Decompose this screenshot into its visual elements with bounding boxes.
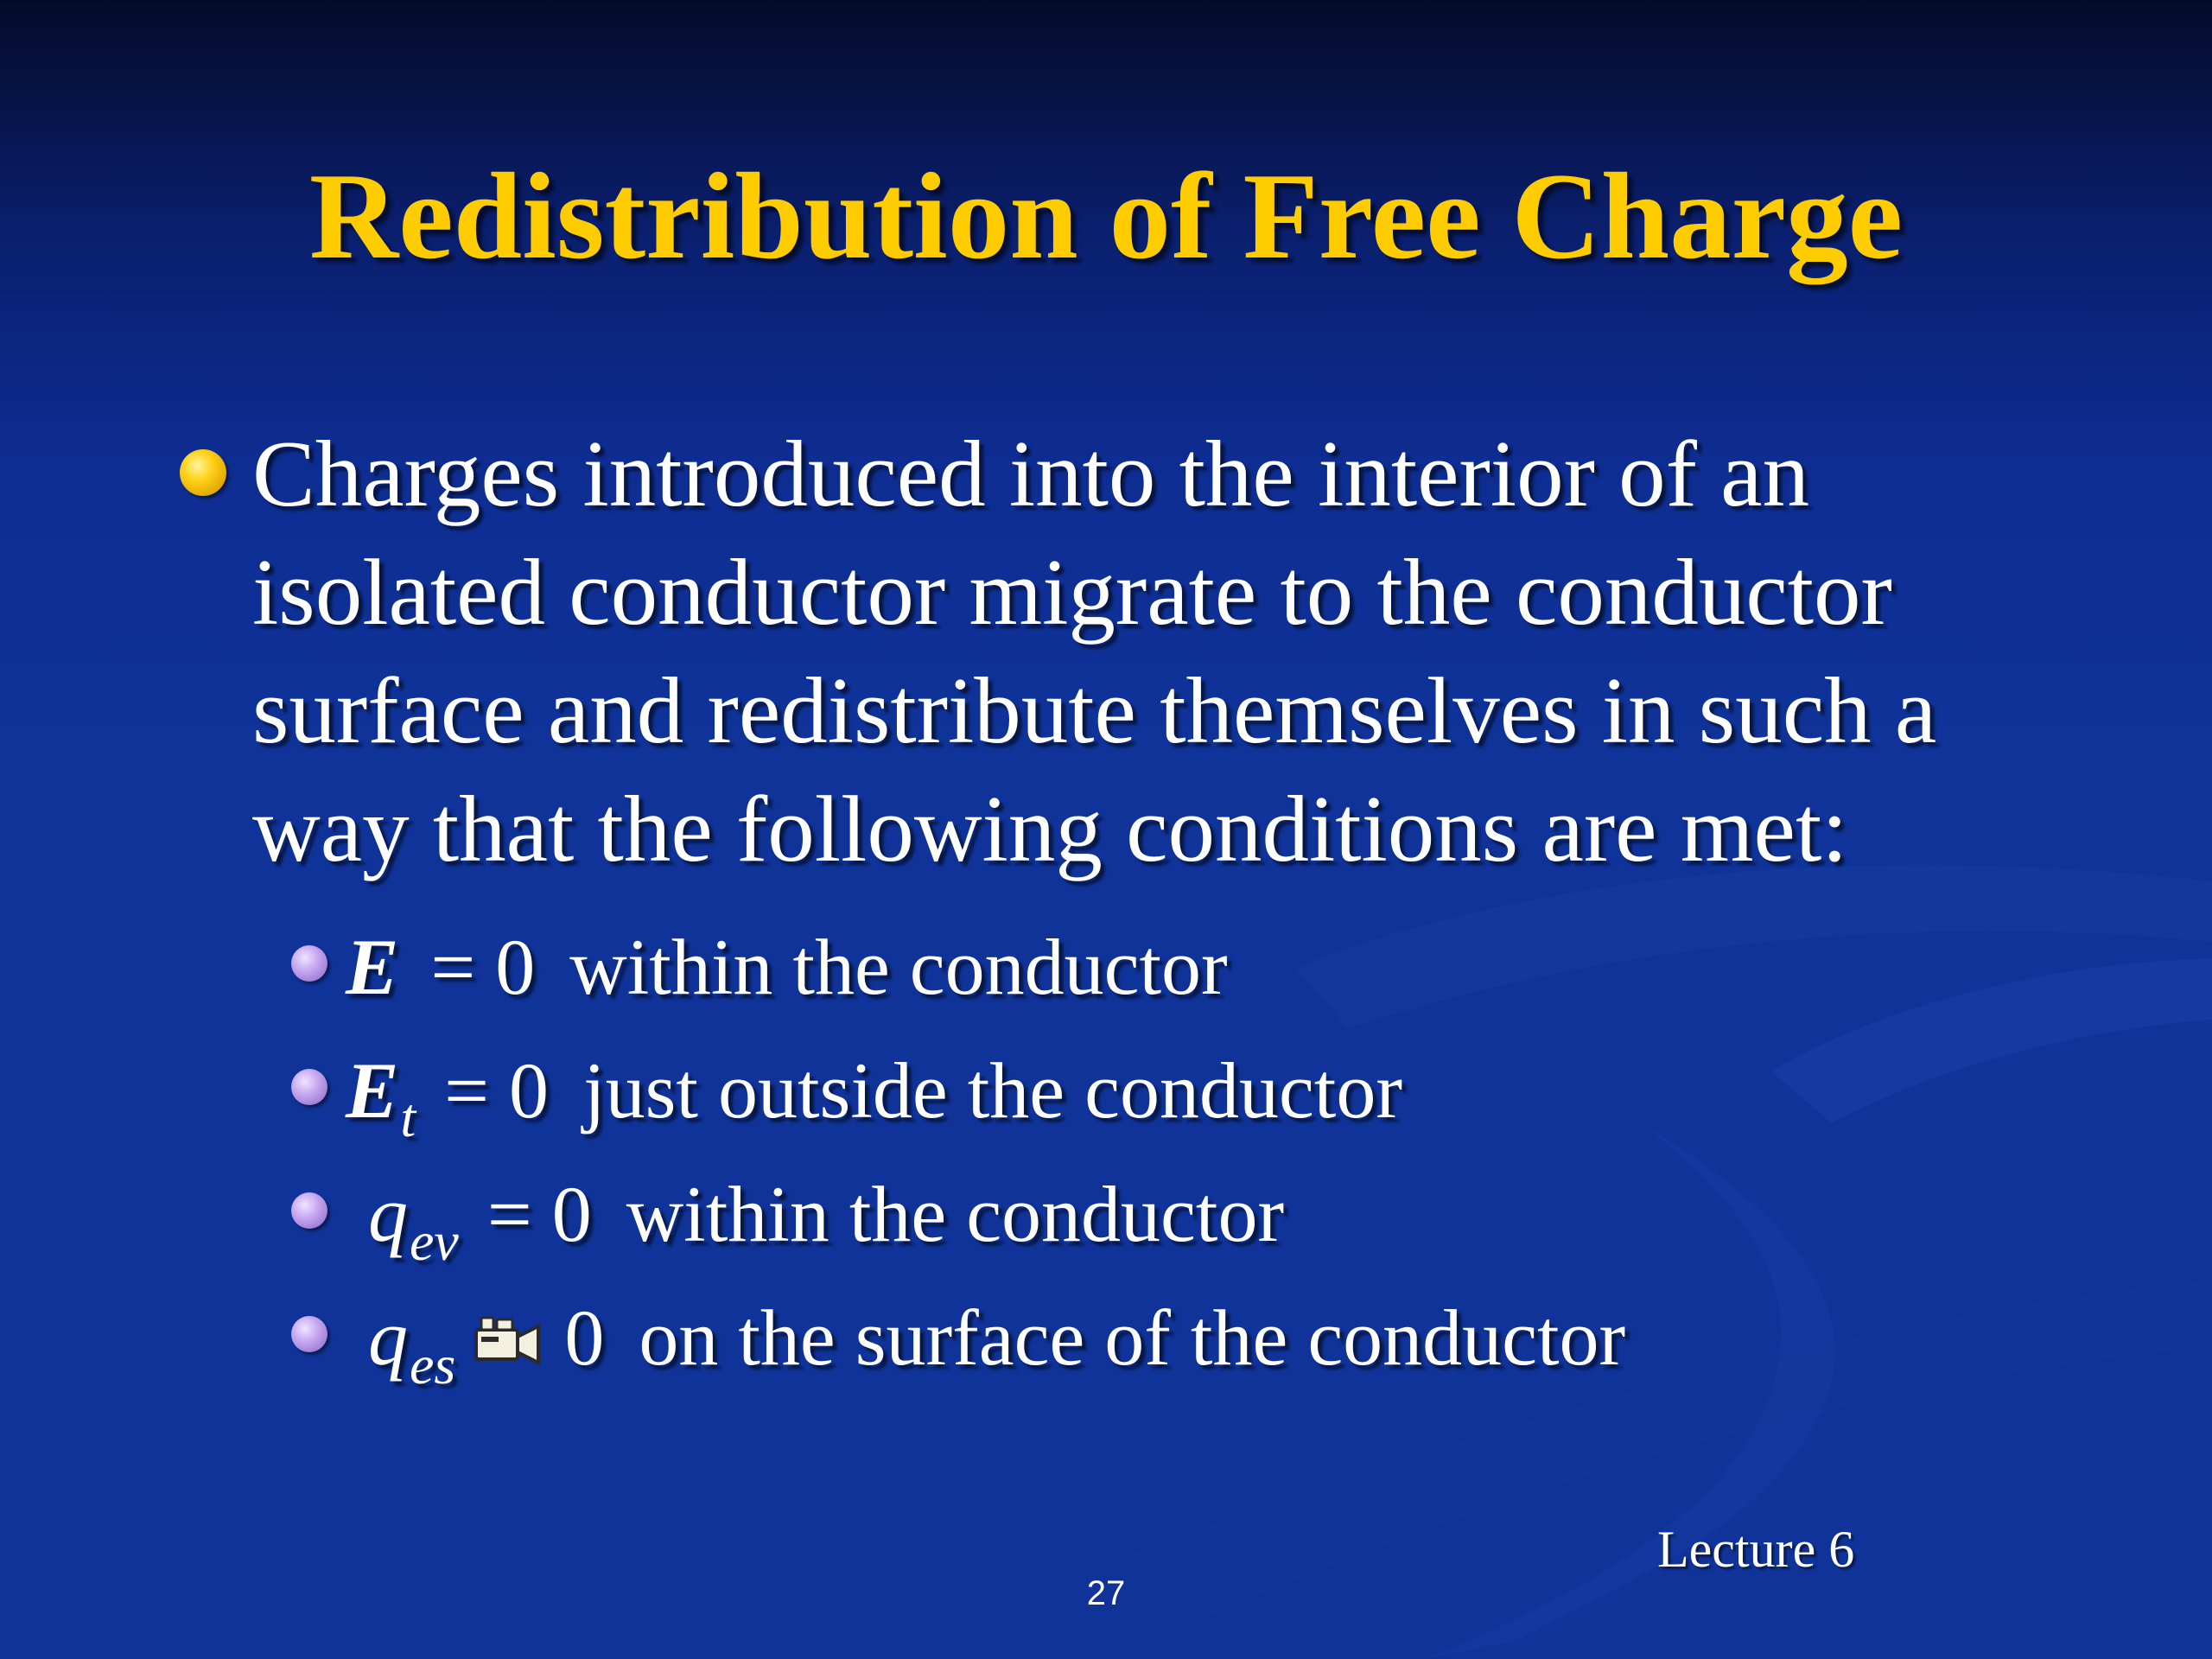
sub-bullet-dot	[291, 1069, 327, 1105]
symbol-q: q	[368, 1294, 408, 1382]
relation: = 0	[486, 1170, 592, 1258]
main-bullet-text: Charges introduced into the interior of an isolated conductor migrate to the conductor surface and redistribute themselves in such a way that the following conditions are met:	[252, 422, 1937, 881]
sub-bullet-dot	[291, 1316, 327, 1352]
relation: = 0	[430, 923, 536, 1011]
relation: = 0	[444, 1046, 550, 1135]
sub-bullet-4	[368, 1290, 1625, 1394]
value: 0	[564, 1294, 605, 1382]
condition-text: within the conductor	[569, 923, 1228, 1011]
symbol-e: E	[346, 1046, 399, 1135]
sub-bullet-dot	[291, 1192, 327, 1229]
lecture-footer: Lecture 6	[1657, 1521, 1855, 1578]
subscript: t	[400, 1087, 416, 1148]
sub-bullet-1	[346, 919, 1228, 1014]
subscript: es	[410, 1334, 456, 1395]
condition-text: within the conductor	[626, 1170, 1285, 1258]
sub-bullet-3	[368, 1166, 1284, 1270]
slide-title: Redistribution of Free Charge	[308, 148, 1904, 284]
condition-text: just outside the conductor	[583, 1046, 1402, 1135]
camera-icon	[471, 1311, 549, 1371]
sub-bullet-2	[346, 1043, 1402, 1147]
symbol-q: q	[368, 1170, 408, 1258]
symbol-e: E	[346, 923, 399, 1011]
sub-bullet-dot	[291, 945, 327, 982]
page-number: 27	[1086, 1574, 1126, 1612]
condition-text: on the surface of the conductor	[639, 1294, 1626, 1382]
subscript: ev	[410, 1211, 459, 1272]
main-bullet-dot	[180, 449, 226, 496]
